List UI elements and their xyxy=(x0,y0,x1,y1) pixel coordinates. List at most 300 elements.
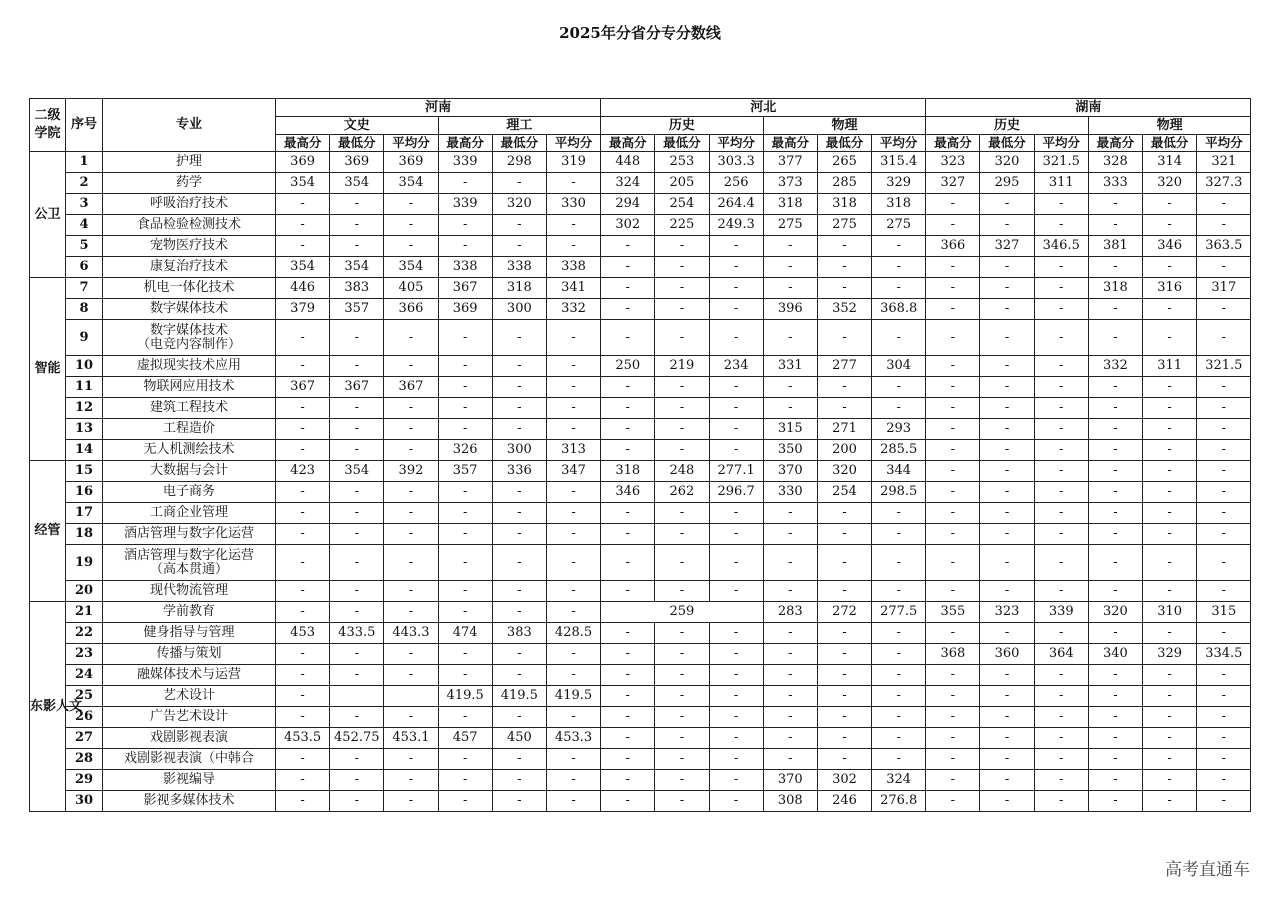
major-cell xyxy=(103,503,276,524)
seq-cell: 27 xyxy=(66,728,103,749)
score-cell: - xyxy=(980,299,1034,320)
score-cell: 275 xyxy=(763,215,817,236)
score-cell: - xyxy=(601,623,655,644)
score-cell: - xyxy=(601,257,655,278)
major-cell xyxy=(103,545,276,581)
score-cell: 328 xyxy=(1088,152,1142,173)
score-cell: - xyxy=(384,524,438,545)
score-cell: - xyxy=(763,278,817,299)
seq-cell: 24 xyxy=(66,665,103,686)
major-name: 数字媒体技术 xyxy=(149,301,228,316)
table-row xyxy=(30,482,1251,503)
score-cell: 333 xyxy=(1088,173,1142,194)
score-cell: - xyxy=(1088,791,1142,812)
score-cell: 283 xyxy=(763,602,817,623)
score-cell: - xyxy=(1197,686,1251,707)
score-cell: - xyxy=(980,770,1034,791)
score-cell: 383 xyxy=(492,623,546,644)
score-cell: - xyxy=(1143,581,1197,602)
score-cell: - xyxy=(330,665,384,686)
score-cell: - xyxy=(384,545,438,581)
score-cell: - xyxy=(330,482,384,503)
score-cell: - xyxy=(1034,707,1088,728)
score-cell: - xyxy=(492,545,546,581)
score-cell: - xyxy=(384,770,438,791)
seq-cell: 21 xyxy=(66,602,103,623)
score-cell: 354 xyxy=(384,173,438,194)
table-row xyxy=(30,770,1251,791)
table-row xyxy=(30,581,1251,602)
major-name: 现代物流管理 xyxy=(149,583,228,598)
score-cell: - xyxy=(492,377,546,398)
score-cell: 366 xyxy=(384,299,438,320)
score-cell: - xyxy=(655,278,709,299)
score-cell: - xyxy=(601,503,655,524)
score-cell: - xyxy=(546,482,600,503)
score-cell: - xyxy=(546,215,600,236)
score-cell: - xyxy=(655,503,709,524)
major-cell xyxy=(103,215,276,236)
score-cell: - xyxy=(709,503,763,524)
score-cell: 346 xyxy=(1143,236,1197,257)
score-cell: 318 xyxy=(601,461,655,482)
score-cell: 317 xyxy=(1197,278,1251,299)
major-name: 虚拟现实技术应用 xyxy=(136,358,241,373)
score-cell: - xyxy=(1088,320,1142,356)
score-cell: - xyxy=(601,749,655,770)
score-cell: - xyxy=(872,236,926,257)
score-cell: - xyxy=(709,665,763,686)
score-cell: - xyxy=(330,320,384,356)
score-cell: - xyxy=(1088,503,1142,524)
score-cell: 367 xyxy=(384,377,438,398)
score-cell: - xyxy=(1143,686,1197,707)
score-cell: - xyxy=(438,770,492,791)
score-cell: - xyxy=(384,236,438,257)
major-name: 食品检验检测技术 xyxy=(136,217,241,232)
major-name: 酒店管理与数字化运营 xyxy=(123,526,254,541)
major-name: 宠物医疗技术 xyxy=(149,238,228,253)
score-cell: - xyxy=(330,749,384,770)
score-cell: 373 xyxy=(763,173,817,194)
score-cell: 367 xyxy=(276,377,330,398)
score-cell: - xyxy=(817,644,871,665)
score-cell: - xyxy=(438,482,492,503)
score-cell: - xyxy=(763,665,817,686)
score-cell: 354 xyxy=(330,173,384,194)
major-name: 影视编导 xyxy=(162,772,215,787)
score-cell: - xyxy=(276,215,330,236)
score-cell: - xyxy=(492,398,546,419)
score-cell: - xyxy=(546,707,600,728)
score-cell: - xyxy=(872,749,926,770)
score-cell: 366 xyxy=(926,236,980,257)
seq-cell: 6 xyxy=(66,257,103,278)
score-cell: 271 xyxy=(817,419,871,440)
score-cell: 457 xyxy=(438,728,492,749)
score-cell: 318 xyxy=(1088,278,1142,299)
major-name: 艺术设计 xyxy=(162,688,215,703)
seq-cell: 29 xyxy=(66,770,103,791)
score-cell: - xyxy=(872,665,926,686)
major-cell xyxy=(103,461,276,482)
table-row xyxy=(30,398,1251,419)
score-table xyxy=(29,98,1251,812)
score-cell: 346 xyxy=(601,482,655,503)
score-cell: 310 xyxy=(1143,602,1197,623)
college-cell: 东影人文 xyxy=(30,602,66,812)
seq-cell: 22 xyxy=(66,623,103,644)
score-cell: 315.4 xyxy=(872,152,926,173)
score-cell: - xyxy=(763,623,817,644)
score-cell: - xyxy=(1143,503,1197,524)
score-cell: - xyxy=(817,749,871,770)
score-cell: 318 xyxy=(492,278,546,299)
score-cell: - xyxy=(330,770,384,791)
score-cell: - xyxy=(438,791,492,812)
score-cell: 329 xyxy=(872,173,926,194)
score-cell: - xyxy=(655,320,709,356)
score-cell: - xyxy=(492,665,546,686)
score-cell: - xyxy=(330,215,384,236)
score-cell: - xyxy=(546,791,600,812)
score-cell: - xyxy=(926,194,980,215)
score-cell: - xyxy=(1143,299,1197,320)
score-cell: - xyxy=(655,440,709,461)
score-cell: - xyxy=(546,770,600,791)
score-cell: - xyxy=(709,377,763,398)
score-cell: - xyxy=(926,686,980,707)
score-cell: - xyxy=(763,398,817,419)
score-cell: - xyxy=(1034,791,1088,812)
score-cell: 320 xyxy=(492,194,546,215)
score-cell: 249.3 xyxy=(709,215,763,236)
table-body xyxy=(30,152,1251,812)
score-cell: - xyxy=(384,419,438,440)
score-cell: 419.5 xyxy=(438,686,492,707)
major-name-note: （电竞内容制作） xyxy=(136,336,241,352)
score-cell: - xyxy=(492,236,546,257)
score-cell: - xyxy=(546,320,600,356)
header-stat: 平均分 xyxy=(384,135,438,152)
score-cell: 276.8 xyxy=(872,791,926,812)
score-cell: 453.3 xyxy=(546,728,600,749)
score-cell: - xyxy=(1034,770,1088,791)
score-cell: - xyxy=(1143,791,1197,812)
score-cell: - xyxy=(655,398,709,419)
score-cell: 285 xyxy=(817,173,871,194)
score-cell: 262 xyxy=(655,482,709,503)
score-cell: - xyxy=(438,356,492,377)
score-cell: - xyxy=(1088,707,1142,728)
score-cell: - xyxy=(492,320,546,356)
score-cell: - xyxy=(492,770,546,791)
major-name: 传播与策划 xyxy=(156,646,222,661)
table-row xyxy=(30,299,1251,320)
score-cell: - xyxy=(546,749,600,770)
score-cell: - xyxy=(1143,461,1197,482)
score-cell: - xyxy=(1088,215,1142,236)
score-cell: 320 xyxy=(817,461,871,482)
score-cell: - xyxy=(1088,461,1142,482)
table-row xyxy=(30,524,1251,545)
score-cell: 340 xyxy=(1088,644,1142,665)
score-cell: - xyxy=(1088,419,1142,440)
score-cell: - xyxy=(709,257,763,278)
score-cell: - xyxy=(1197,749,1251,770)
score-cell: - xyxy=(1034,545,1088,581)
score-cell: - xyxy=(872,644,926,665)
seq-cell: 12 xyxy=(66,398,103,419)
score-cell: 329 xyxy=(1143,644,1197,665)
score-cell: - xyxy=(655,524,709,545)
score-cell: - xyxy=(655,749,709,770)
table-row xyxy=(30,320,1251,356)
score-cell: - xyxy=(546,356,600,377)
score-cell: - xyxy=(872,503,926,524)
score-cell: - xyxy=(817,623,871,644)
score-cell: - xyxy=(276,581,330,602)
score-cell: - xyxy=(384,215,438,236)
major-name: 电子商务 xyxy=(162,484,215,499)
score-cell: - xyxy=(1088,398,1142,419)
score-cell: - xyxy=(438,602,492,623)
score-cell: - xyxy=(1197,770,1251,791)
score-cell: - xyxy=(872,545,926,581)
score-cell: 354 xyxy=(276,257,330,278)
score-cell: - xyxy=(438,173,492,194)
table-header xyxy=(30,99,1251,152)
major-name: 融媒体技术与运营 xyxy=(136,667,241,682)
score-cell: - xyxy=(980,749,1034,770)
major-cell xyxy=(103,749,276,770)
header-stat: 最低分 xyxy=(492,135,546,152)
header-province: 湖南 xyxy=(926,99,1251,117)
score-cell: - xyxy=(817,686,871,707)
major-name: 学前教育 xyxy=(162,604,215,619)
score-cell: - xyxy=(330,524,384,545)
major-name: 康复治疗技术 xyxy=(149,259,228,274)
major-cell xyxy=(103,581,276,602)
score-cell: - xyxy=(872,524,926,545)
score-cell: - xyxy=(546,236,600,257)
major-name: 广告艺术设计 xyxy=(149,709,228,724)
table-row xyxy=(30,194,1251,215)
table-row xyxy=(30,707,1251,728)
score-cell: - xyxy=(276,686,330,707)
seq-cell: 1 xyxy=(66,152,103,173)
score-cell: 320 xyxy=(980,152,1034,173)
score-cell: 293 xyxy=(872,419,926,440)
score-cell: - xyxy=(1197,398,1251,419)
score-cell: - xyxy=(980,461,1034,482)
score-cell: 321 xyxy=(1197,152,1251,173)
score-cell: 474 xyxy=(438,623,492,644)
header-stat: 平均分 xyxy=(1197,135,1251,152)
score-cell: - xyxy=(763,257,817,278)
seq-cell: 20 xyxy=(66,581,103,602)
score-cell: - xyxy=(980,791,1034,812)
score-cell: - xyxy=(546,524,600,545)
score-cell: 339 xyxy=(438,152,492,173)
score-cell: - xyxy=(601,581,655,602)
score-cell: - xyxy=(546,398,600,419)
score-cell: - xyxy=(330,581,384,602)
score-cell: 357 xyxy=(438,461,492,482)
score-cell: - xyxy=(438,524,492,545)
score-cell: - xyxy=(330,440,384,461)
score-cell: - xyxy=(709,623,763,644)
score-cell: - xyxy=(763,545,817,581)
table-row xyxy=(30,686,1251,707)
table-row xyxy=(30,173,1251,194)
score-cell: - xyxy=(1197,440,1251,461)
score-cell: - xyxy=(601,320,655,356)
score-cell: 275 xyxy=(872,215,926,236)
major-cell xyxy=(103,320,276,356)
score-cell: - xyxy=(492,419,546,440)
table-row xyxy=(30,623,1251,644)
score-cell: - xyxy=(655,419,709,440)
header-stat: 最高分 xyxy=(926,135,980,152)
score-cell: 253 xyxy=(655,152,709,173)
score-cell: - xyxy=(980,728,1034,749)
score-cell: - xyxy=(709,278,763,299)
seq-cell: 25 xyxy=(66,686,103,707)
score-cell: 453 xyxy=(276,623,330,644)
college-cell: 公卫 xyxy=(30,152,66,278)
score-cell: - xyxy=(709,644,763,665)
score-cell: - xyxy=(492,581,546,602)
score-cell: - xyxy=(817,524,871,545)
score-cell: - xyxy=(1034,686,1088,707)
major-cell xyxy=(103,377,276,398)
score-cell: - xyxy=(438,644,492,665)
score-cell: 341 xyxy=(546,278,600,299)
score-cell: 296.7 xyxy=(709,482,763,503)
major-cell xyxy=(103,482,276,503)
score-cell: - xyxy=(601,419,655,440)
seq-cell: 13 xyxy=(66,419,103,440)
score-cell: - xyxy=(763,749,817,770)
table-row xyxy=(30,152,1251,173)
header-subject-group: 理工 xyxy=(438,117,601,135)
score-cell: - xyxy=(655,728,709,749)
score-cell: - xyxy=(438,398,492,419)
header-college: 二级学院 xyxy=(30,99,66,152)
score-cell: 324 xyxy=(872,770,926,791)
header-stat: 最低分 xyxy=(655,135,709,152)
header-stat: 最高分 xyxy=(601,135,655,152)
score-cell: 354 xyxy=(384,257,438,278)
score-cell: - xyxy=(1088,749,1142,770)
seq-cell: 16 xyxy=(66,482,103,503)
score-cell: - xyxy=(276,503,330,524)
table-row xyxy=(30,419,1251,440)
major-cell xyxy=(103,440,276,461)
score-cell: - xyxy=(709,791,763,812)
score-cell: - xyxy=(763,644,817,665)
score-cell: 368 xyxy=(926,644,980,665)
major-cell xyxy=(103,686,276,707)
score-cell: - xyxy=(546,581,600,602)
score-cell: - xyxy=(1197,194,1251,215)
score-cell: - xyxy=(330,356,384,377)
score-cell: - xyxy=(546,377,600,398)
score-cell: - xyxy=(709,299,763,320)
score-cell: - xyxy=(384,707,438,728)
score-cell: - xyxy=(980,581,1034,602)
score-cell: - xyxy=(601,686,655,707)
score-cell: 330 xyxy=(546,194,600,215)
score-cell: - xyxy=(980,545,1034,581)
score-cell: 200 xyxy=(817,440,871,461)
score-cell: - xyxy=(872,707,926,728)
score-cell: - xyxy=(763,686,817,707)
score-cell: 321.5 xyxy=(1034,152,1088,173)
score-cell: - xyxy=(709,686,763,707)
seq-cell: 17 xyxy=(66,503,103,524)
score-cell: - xyxy=(763,503,817,524)
score-cell: 298.5 xyxy=(872,482,926,503)
score-cell: - xyxy=(980,278,1034,299)
seq-cell: 30 xyxy=(66,791,103,812)
score-cell: - xyxy=(1088,623,1142,644)
college-cell: 智能 xyxy=(30,278,66,461)
score-cell: - xyxy=(1143,377,1197,398)
score-cell: 205 xyxy=(655,173,709,194)
score-cell: 346.5 xyxy=(1034,236,1088,257)
score-cell: 319 xyxy=(546,152,600,173)
score-cell: 363.5 xyxy=(1197,236,1251,257)
score-cell: - xyxy=(276,320,330,356)
score-cell: 354 xyxy=(276,173,330,194)
score-cell: - xyxy=(1034,320,1088,356)
score-cell: 450 xyxy=(492,728,546,749)
score-cell: - xyxy=(384,644,438,665)
header-stat: 最高分 xyxy=(438,135,492,152)
score-cell: - xyxy=(709,749,763,770)
major-cell xyxy=(103,299,276,320)
score-cell xyxy=(384,686,438,707)
score-cell: - xyxy=(1088,299,1142,320)
score-cell: - xyxy=(1034,482,1088,503)
score-cell: 369 xyxy=(438,299,492,320)
score-cell: - xyxy=(601,236,655,257)
score-cell: 396 xyxy=(763,299,817,320)
score-cell: - xyxy=(492,602,546,623)
score-cell: 323 xyxy=(980,602,1034,623)
score-cell: 326 xyxy=(438,440,492,461)
seq-cell: 23 xyxy=(66,644,103,665)
table-row xyxy=(30,356,1251,377)
score-cell: 311 xyxy=(1034,173,1088,194)
seq-cell: 8 xyxy=(66,299,103,320)
table-row xyxy=(30,461,1251,482)
score-cell: 379 xyxy=(276,299,330,320)
score-cell: - xyxy=(655,236,709,257)
score-cell: 383 xyxy=(330,278,384,299)
score-cell: - xyxy=(926,320,980,356)
table-row xyxy=(30,236,1251,257)
table-row xyxy=(30,665,1251,686)
score-cell: - xyxy=(763,524,817,545)
score-cell: - xyxy=(655,545,709,581)
major-name: 大数据与会计 xyxy=(149,463,228,478)
score-cell: 392 xyxy=(384,461,438,482)
score-cell: - xyxy=(872,686,926,707)
score-cell: - xyxy=(655,707,709,728)
